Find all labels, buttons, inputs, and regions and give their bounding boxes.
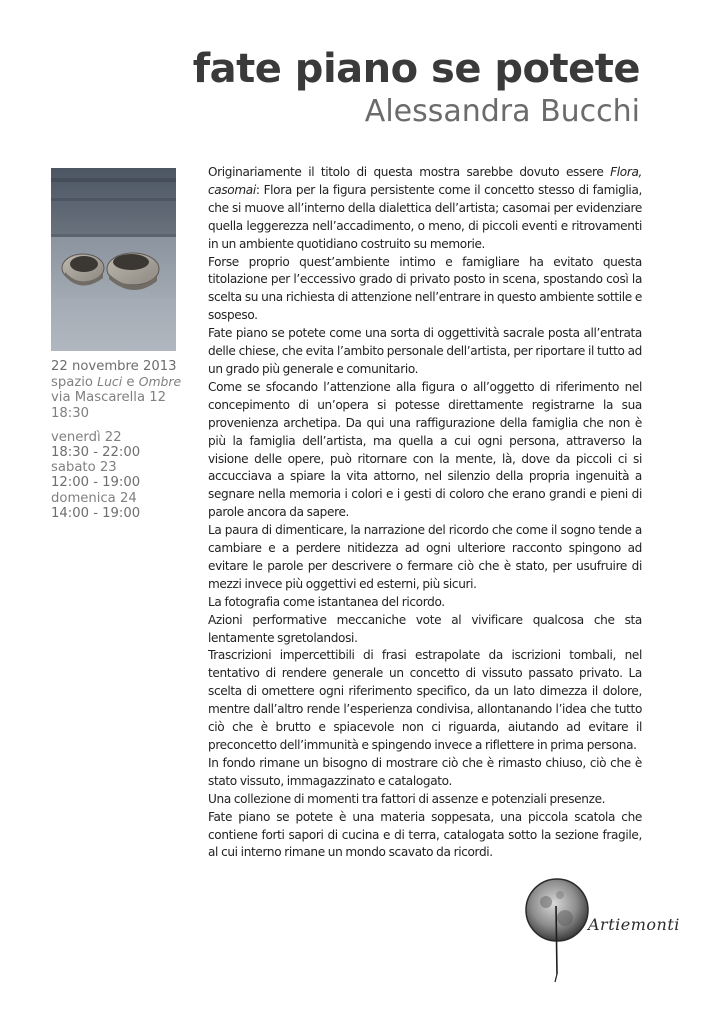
gallery-logo-text: Artiemonti (588, 915, 680, 934)
schedule-day: sabato 23 (51, 460, 117, 476)
event-date: 22 novembre 2013 (51, 359, 177, 374)
exhibition-text (208, 164, 642, 862)
schedule-hours: 18:30 - 22:00 (51, 445, 141, 461)
schedule-day: domenica 24 (51, 490, 137, 506)
event-venue: spazio Luci e Ombre (51, 374, 182, 391)
paragraph: Fate piano se potete come una sorta di oggettività sacrale posta all’entrata delle chiese, che evita l’ambito personale dell’artista, per riportare il tutto ad un grado più generale e comunitario. (208, 326, 642, 376)
schedule-day: venerdì 22 (51, 429, 122, 445)
slippers-photo (51, 168, 176, 351)
schedule-hours: 12:00 - 19:00 (51, 475, 141, 491)
paragraph: Azioni performative meccaniche vote al vivificare qualcosa che sta lentamente sgretolandosi. (208, 612, 642, 645)
event-address: via Mascarella 12 (51, 390, 167, 406)
paragraph: In fondo rimane un bisogno di mostrare ciò che è rimasto chiuso, ciò che è stato vissuto, immagazzinato e catalogato. (208, 755, 642, 788)
paragraph: Forse proprio quest’ambiente intimo e famigliare ha evitato questa titolazione per l’eccessivo grado di privato posto in scena, spostando così la scelta su una richiesta di attenzione nell’entrare in questo ambiente sottile e sospeso. (208, 254, 642, 323)
paragraph: Fate piano se potete è una materia soppesata, una piccola scatola che contiene forti sapori di cucina e di terra, catalogata sotto la sezione fragile, al cui interno rimane un mondo scavato da ricordi. (208, 809, 642, 860)
paragraph: Una collezione di momenti tra fattori di assenze e potenziali presenze. (208, 791, 606, 806)
paragraph: La fotografia come istantanea del ricordo. (208, 594, 445, 609)
schedule-hours: 14:00 - 19:00 (51, 505, 141, 521)
paragraph: Originariamente il titolo di questa mostra sarebbe dovuto essere Flora, casomai: Flora per la figura persistente come il concetto stesso di famiglia, che si muove all’interno della dialettica dell’artista; casomai per evidenziare quella leggerezza nell’accadimento, o meno, di piccoli eventi e ritrovamenti in un ambiente quotidiano costruito su memorie. (208, 165, 642, 251)
exhibition-title: fate piano se potete (192, 46, 640, 92)
event-info (51, 359, 191, 521)
paragraph: Trascrizioni impercettibili di frasi estrapolate da iscrizioni tombali, nel tentativo di rendere generale un concetto di vissuto passato privato. La scelta di omettere ogni riferimento specifico, da un lato dimezza il dolore, mentre dall’altro rende l’esperienza condivisa, allontanando l’idea che tutto ciò che è brutto e spiacevole non ci riguarda, aiutando ad evitare il preconcetto dell’immunità e spingendo invece a riflettere in prima persona. (208, 648, 642, 752)
artist-name: Alessandra Bucchi (364, 94, 640, 129)
event-opening-time: 18:30 (51, 405, 90, 421)
paragraph: Come se sfocando l’attenzione alla figura o all’oggetto di riferimento nel concepimento di un’opera si potesse direttamente registrarne la sua provenienza archetipa. Da qui una raffigurazione della famiglia che non è più la famiglia dell’artista, ma quella a cui ogni persona, attraverso la visione delle opere, può ritornare con la mente, là, dove da piccoli ci si accucciava a spiare la vita attorno, nel silenzio della propria ingenuità a segnare nella memoria i colori e i gesti di coloro che erano grandi e pieni di parole ancora da sapere. (208, 379, 642, 520)
paragraph: La paura di dimenticare, la narrazione del ricordo che come il sogno tende a cambiare e a perdere nitidezza ad ogni ulteriore racconto spingono ad evitare le parole per descrivere o fermare ciò che è stato, per usufruire di mezzi invece più oggettivi ed esterni, più sicuri. (208, 523, 642, 591)
